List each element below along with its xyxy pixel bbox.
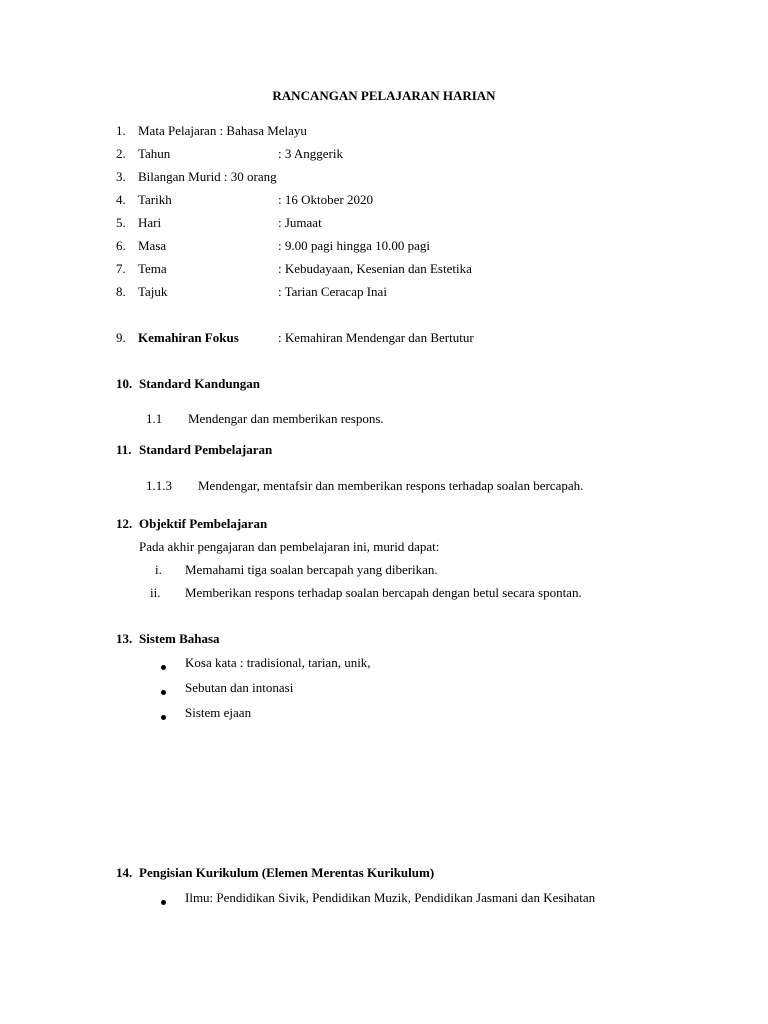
list-item: Memahami tiga soalan bercapah yang diberikan.: [185, 562, 438, 577]
section-number: 14.: [116, 865, 133, 880]
info-num: 8.: [116, 284, 126, 299]
list-marker: ii.: [150, 585, 161, 600]
bullet-icon: [161, 894, 166, 907]
standard-code: 1.1.3: [146, 478, 172, 493]
list-marker: i.: [155, 562, 162, 577]
section-heading: Standard Kandungan: [139, 376, 261, 391]
section-heading: Pengisian Kurikulum (Elemen Merentas Kurikulum): [139, 865, 435, 880]
info-value: : Kebudayaan, Kesenian dan Estetika: [278, 261, 472, 276]
section-heading: Standard Pembelajaran: [139, 442, 273, 457]
info-label: Tahun: [138, 146, 171, 161]
info-value: : Jumaat: [278, 215, 322, 230]
bullet-icon: [161, 684, 166, 697]
list-item: Sebutan dan intonasi: [185, 680, 294, 695]
info-num: 1.: [116, 123, 126, 138]
standard-text: Mendengar, mentafsir dan memberikan respons terhadap soalan bercapah.: [198, 478, 584, 493]
info-label: Mata Pelajaran : Bahasa Melayu: [138, 123, 307, 138]
info-value: : 3 Anggerik: [278, 146, 343, 161]
info-num: 7.: [116, 261, 126, 276]
info-label: Bilangan Murid : 30 orang: [138, 169, 277, 184]
page-title: RANCANGAN PELAJARAN HARIAN: [272, 88, 496, 103]
info-label: Hari: [138, 215, 162, 230]
info-num: 5.: [116, 215, 126, 230]
section-number: 12.: [116, 516, 133, 531]
info-label: Tarikh: [138, 192, 172, 207]
section-heading: Kemahiran Fokus: [138, 330, 239, 345]
section-number: 13.: [116, 631, 133, 646]
info-num: 4.: [116, 192, 126, 207]
info-num: 2.: [116, 146, 126, 161]
list-item: Memberikan respons terhadap soalan bercapah dengan betul secara spontan.: [185, 585, 582, 600]
list-item: Ilmu: Pendidikan Sivik, Pendidikan Muzik, Pendidikan Jasmani dan Kesihatan: [185, 890, 596, 905]
section-heading: Objektif Pembelajaran: [139, 516, 268, 531]
bullet-icon: [161, 709, 166, 722]
standard-code: 1.1: [146, 411, 163, 426]
info-value: : 9.00 pagi hingga 10.00 pagi: [278, 238, 431, 253]
info-num: 3.: [116, 169, 126, 184]
objektif-intro: Pada akhir pengajaran dan pembelajaran ini, murid dapat:: [139, 539, 440, 554]
info-label: Tema: [138, 261, 167, 276]
info-value: : Tarian Ceracap Inai: [278, 284, 387, 299]
list-item: Sistem ejaan: [185, 705, 252, 720]
section-value: : Kemahiran Mendengar dan Bertutur: [278, 330, 474, 345]
standard-text: Mendengar dan memberikan respons.: [188, 411, 384, 426]
info-value: : 16 Oktober 2020: [278, 192, 373, 207]
info-label: Tajuk: [138, 284, 168, 299]
list-item: Kosa kata : tradisional, tarian, unik,: [185, 655, 371, 670]
info-label: Masa: [138, 238, 167, 253]
section-heading: Sistem Bahasa: [139, 631, 220, 646]
section-number: 11.: [116, 442, 132, 457]
info-num: 6.: [116, 238, 126, 253]
bullet-icon: [161, 659, 166, 672]
section-number: 9.: [116, 330, 126, 345]
section-number: 10.: [116, 376, 133, 391]
